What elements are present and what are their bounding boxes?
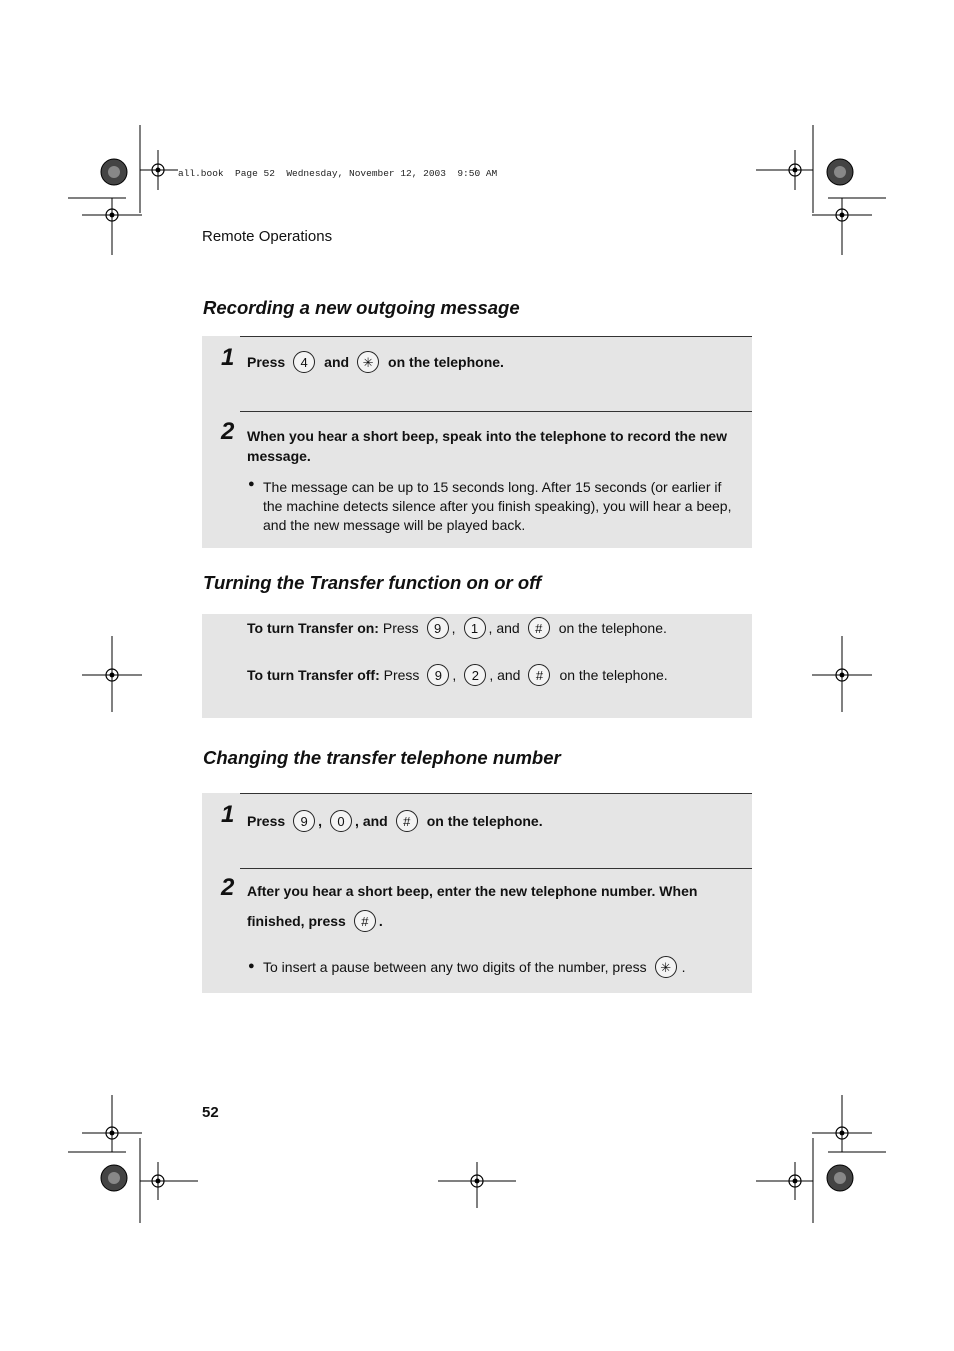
page-number: 52: [202, 1104, 219, 1121]
step-number: 2: [221, 418, 235, 445]
key-hash: #: [396, 810, 418, 832]
heading-transfer-number: Changing the transfer telephone number: [203, 747, 561, 768]
step-instruction: When you hear a short beep, speak into the telephone to record the new message.: [247, 428, 727, 464]
key-1: 1: [464, 617, 486, 639]
step-number: 1: [221, 344, 235, 371]
step-rule: [240, 793, 752, 794]
bullet-note: To insert a pause between any two digits of the number, press ✳ .: [263, 956, 686, 978]
key-9: 9: [427, 664, 449, 686]
print-slug: all.book Page 52 Wednesday, November 12, 2003 9:50 AM: [178, 168, 498, 179]
key-9: 9: [293, 810, 315, 832]
transfer-on-instruction: To turn Transfer on: Press 9 , 1 , and # on the telephone.: [247, 617, 667, 639]
bullet-dot: ●: [248, 478, 255, 490]
key-star: ✳: [357, 351, 379, 373]
key-9: 9: [427, 617, 449, 639]
step-instruction: Press 9 , 0 , and # on the telephone.: [247, 810, 543, 832]
key-star: ✳: [655, 956, 677, 978]
key-4: 4: [293, 351, 315, 373]
step-rule: [240, 868, 752, 869]
key-hash: #: [528, 664, 550, 686]
key-0: 0: [330, 810, 352, 832]
step-number: 2: [221, 874, 235, 901]
heading-transfer: Turning the Transfer function on or off: [203, 572, 542, 593]
key-2: 2: [464, 664, 486, 686]
step-rule: [240, 336, 752, 337]
bullet-dot: ●: [248, 960, 255, 972]
key-hash: #: [528, 617, 550, 639]
bullet-note: The message can be up to 15 seconds long. After 15 seconds (or earlier if the machine detects silence after you finish speaking), you will hear a beep, and the new message will be played back.: [263, 479, 732, 533]
step-number: 1: [221, 801, 235, 828]
step-instruction-line2: finished, press # .: [247, 910, 383, 932]
step-instruction: Press 4 and ✳ on the telephone.: [247, 351, 504, 373]
section-label: Remote Operations: [202, 228, 333, 245]
step-instruction-line1: After you hear a short beep, enter the new telephone number. When: [247, 883, 698, 899]
heading-recording: Recording a new outgoing message: [203, 297, 520, 318]
step-rule: [240, 411, 752, 412]
transfer-off-instruction: To turn Transfer off: Press 9 , 2 , and # on the telephone.: [247, 664, 668, 686]
key-hash: #: [354, 910, 376, 932]
